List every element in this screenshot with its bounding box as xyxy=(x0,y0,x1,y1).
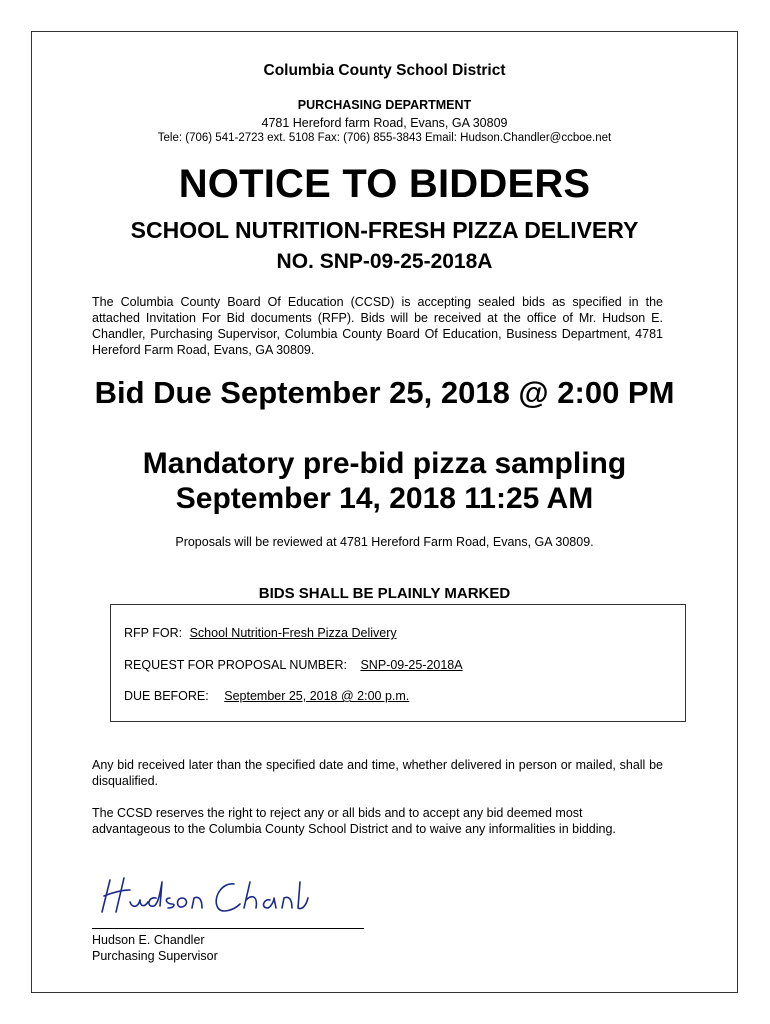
intro-paragraph: The Columbia County Board Of Education (CCSD) is accepting sealed bids as specified in the attached Invitation For Bid documents (RFP). Bids will be received at the office of Mr. Hudson E. Chandler, Purchasing Supervisor, Columbia County Board Of Education, Business Department, 4781 Hereford Farm Road, Evans, GA 30809. xyxy=(92,295,663,357)
proposals-review-note: Proposals will be reviewed at 4781 Hereford Farm Road, Evans, GA 30809. xyxy=(175,535,594,549)
due-before-value: September 25, 2018 @ 2:00 p.m. xyxy=(224,689,410,703)
rfp-number-line xyxy=(124,658,463,672)
mandatory-sampling-heading: Mandatory pre-bid pizza sampling xyxy=(142,447,627,480)
bid-due-heading: Bid Due September 25, 2018 @ 2:00 PM xyxy=(94,375,675,410)
rfp-number-value: SNP-09-25-2018A xyxy=(360,658,463,672)
notice-number: NO. SNP-09-25-2018A xyxy=(276,250,493,273)
handwritten-signature xyxy=(94,868,314,918)
due-before-label: DUE BEFORE: xyxy=(124,689,209,703)
contact-info: Tele: (706) 541-2723 ext. 5108 Fax: (706) 855-3843 Email: Hudson.Chandler@ccboe.net xyxy=(157,132,612,144)
rfp-label: RFP FOR: xyxy=(124,626,183,640)
signature-line xyxy=(92,928,364,929)
due-before-line xyxy=(124,689,409,703)
department-name: PURCHASING DEPARTMENT xyxy=(297,98,472,112)
rfp-line xyxy=(124,626,397,640)
marking-heading: BIDS SHALL BE PLAINLY MARKED xyxy=(258,585,511,602)
department-address: 4781 Hereford farm Road, Evans, GA 30809 xyxy=(261,116,508,130)
rfp-value: School Nutrition-Fresh Pizza Delivery xyxy=(189,626,397,640)
rfp-number-label: REQUEST FOR PROPOSAL NUMBER: xyxy=(124,658,347,672)
signatory-title: Purchasing Supervisor xyxy=(92,949,218,963)
document-page xyxy=(31,31,738,993)
marking-box xyxy=(110,604,686,722)
mandatory-sampling-date: September 14, 2018 11:25 AM xyxy=(175,482,594,515)
district-name: Columbia County School District xyxy=(263,62,506,79)
late-bid-paragraph: Any bid received later than the specified date and time, whether delivered in person or mailed, shall be disqualified. xyxy=(92,758,663,788)
notice-subtitle: SCHOOL NUTRITION-FRESH PIZZA DELIVERY xyxy=(130,217,639,243)
reservation-paragraph: The CCSD reserves the right to reject any or all bids and to accept any bid deemed most advantageous to the Columbia County School District and to waive any informalities in bidding. xyxy=(92,806,616,836)
notice-title: NOTICE TO BIDDERS xyxy=(178,162,591,206)
signatory-block xyxy=(92,932,218,964)
signatory-name: Hudson E. Chandler xyxy=(92,933,205,947)
